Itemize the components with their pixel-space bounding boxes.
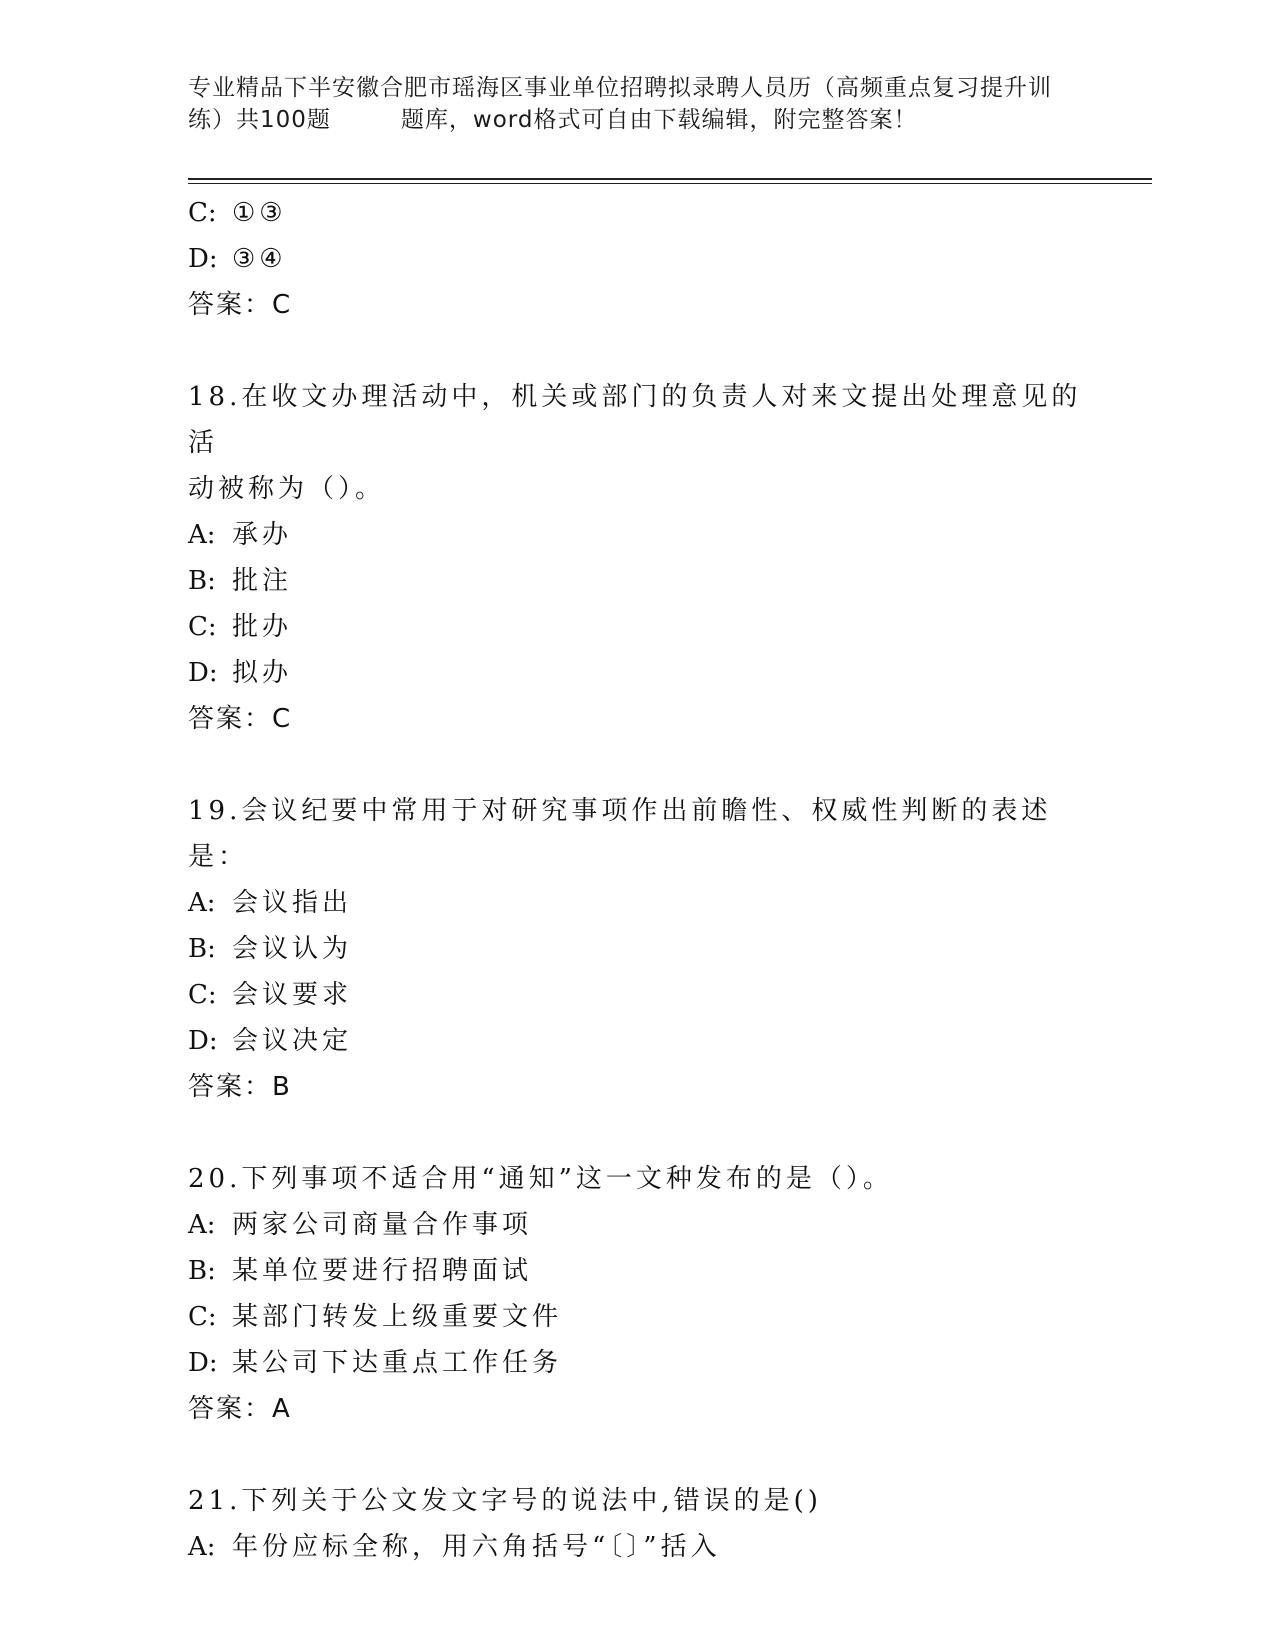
question-21 — [188, 1478, 1088, 1570]
option-letter: D: — [188, 244, 218, 274]
header-title-line2-right: 题库，word格式可自由下载编辑，附完整答案！ — [400, 107, 918, 133]
header-title-line1: 专业精品下半安徽合肥市瑶海区事业单位招聘拟录聘人员历（高频重点复习提升训 — [188, 75, 1052, 101]
document-body — [188, 190, 1088, 1570]
option-text: 某单位要进行招聘面试 — [232, 1256, 533, 1286]
option-text: 会议认为 — [232, 934, 353, 964]
option-text: 某部门转发上级重要文件 — [232, 1302, 563, 1332]
option-b — [188, 558, 1088, 604]
option-d — [188, 1018, 1088, 1064]
question-stem-cont: 动被称为（）。 — [188, 474, 386, 504]
option-c — [188, 190, 1088, 236]
option-text: 会议要求 — [232, 980, 353, 1010]
option-text: 批办 — [232, 612, 293, 642]
answer-line: 答案：C — [188, 290, 293, 320]
answer-line: 答案：B — [188, 1072, 292, 1102]
option-c — [188, 1294, 1088, 1340]
option-letter: C: — [188, 612, 217, 642]
question-stem: 21.下列关于公文发文字号的说法中,错误的是() — [188, 1486, 822, 1516]
question-stem: 18.在收文办理活动中，机关或部门的负责人对来文提出处理意见的活 — [188, 382, 1082, 458]
option-text: ③④ — [232, 244, 287, 274]
option-text: ①③ — [232, 198, 287, 228]
option-letter: B: — [188, 934, 216, 964]
option-letter: A: — [188, 1210, 216, 1240]
option-a — [188, 1524, 1088, 1570]
page-header — [188, 72, 1088, 136]
option-letter: C: — [188, 1302, 217, 1332]
option-a — [188, 880, 1088, 926]
option-text: 会议指出 — [232, 888, 353, 918]
question-19 — [188, 788, 1088, 1110]
answer-line: 答案：C — [188, 704, 293, 734]
question-stem: 20.下列事项不适合用“通知”这一文种发布的是（）。 — [188, 1164, 893, 1194]
option-letter: D: — [188, 658, 218, 688]
question-20 — [188, 1156, 1088, 1432]
option-letter: A: — [188, 888, 216, 918]
option-text: 拟办 — [232, 658, 293, 688]
option-letter: B: — [188, 566, 216, 596]
question-18 — [188, 374, 1088, 742]
option-letter: A: — [188, 520, 216, 550]
option-d — [188, 236, 1088, 282]
option-c — [188, 972, 1088, 1018]
option-b — [188, 926, 1088, 972]
option-letter: C: — [188, 980, 217, 1010]
option-letter: D: — [188, 1348, 218, 1378]
header-title-line2-left: 练）共100题 — [188, 107, 331, 133]
option-d — [188, 650, 1088, 696]
question-stem: 19.会议纪要中常用于对研究事项作出前瞻性、权威性判断的表述是： — [188, 796, 1052, 872]
option-a — [188, 512, 1088, 558]
answer-line: 答案：A — [188, 1394, 292, 1424]
option-c — [188, 604, 1088, 650]
header-title-line2 — [188, 104, 1088, 136]
option-letter: C: — [188, 198, 217, 228]
option-b — [188, 1248, 1088, 1294]
option-letter: A: — [188, 1532, 216, 1562]
question-17-tail — [188, 190, 1088, 328]
option-letter: B: — [188, 1256, 216, 1286]
option-text: 会议决定 — [232, 1026, 353, 1056]
option-text: 某公司下达重点工作任务 — [232, 1348, 563, 1378]
header-divider-thick — [188, 178, 1152, 180]
option-d — [188, 1340, 1088, 1386]
header-divider-thin — [188, 183, 1152, 184]
option-text: 承办 — [232, 520, 293, 550]
option-a — [188, 1202, 1088, 1248]
option-text: 批注 — [232, 566, 293, 596]
option-text: 两家公司商量合作事项 — [232, 1210, 533, 1240]
option-text: 年份应标全称，用六角括号“〔〕”括入 — [232, 1532, 721, 1562]
option-letter: D: — [188, 1026, 218, 1056]
